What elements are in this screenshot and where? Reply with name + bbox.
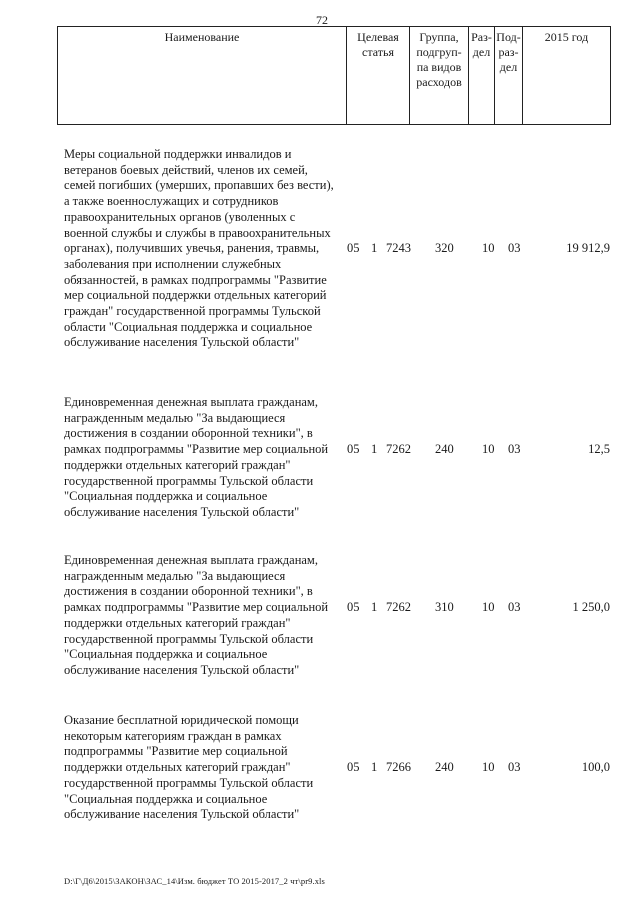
amount-2015: 100,0 [581,760,610,775]
subprogram-code: 1 [371,241,378,256]
row-name-line: рамках подпрограммы "Развитие мер социальной [64,600,329,615]
header-line: Под- [496,30,521,44]
row-name-line: обязанностей, в рамках подпрограммы "Развитие [64,272,327,287]
article-code: 7266 [386,760,411,775]
program-code: 05 [347,442,360,457]
row-name-line: некоторым категориям граждан в рамках [64,728,282,743]
row-name-line: поддержки отдельных категорий граждан" [64,615,291,630]
header-line: дел [499,60,518,74]
subprogram-code: 1 [371,600,378,615]
row-name-line: а также военнослужащих и сотрудников [64,194,279,209]
row-name-line: государственной программы Тульской области [64,775,314,790]
row-name-line: Оказание бесплатной юридической помощи [64,713,299,727]
row-name-line: подпрограммы "Развитие мер социальной [64,744,288,759]
program-code: 05 [347,600,360,615]
row-name-line: обслуживание населения Тульской области" [64,504,300,519]
table-header [57,26,611,125]
subprogram-code: 1 [371,760,378,775]
row-name [64,147,347,351]
row-name-line: "Социальная поддержка и социальное [64,647,268,662]
row-name-line: Единовременная денежная выплата гражданам, [64,553,318,567]
subsection-code: 03 [508,442,521,457]
row-name-line: мер социальной поддержки отдельных категорий [64,288,327,303]
article-code: 7262 [386,442,411,457]
amount-2015: 12,5 [588,442,610,457]
amount-2015: 19 912,9 [566,241,610,256]
subsection-code: 03 [508,760,521,775]
header-line: дел [472,45,491,59]
row-name [64,553,347,679]
subsection-code: 03 [508,241,521,256]
row-name-line: правоохранительных органов (уволенных с [64,209,296,224]
article-code: 7262 [386,600,411,615]
row-name-line: поддержки отдельных категорий граждан" [64,760,291,775]
header-line: подгруп- [416,45,462,59]
section-code: 10 [482,600,495,615]
expense-group-code: 240 [435,760,454,775]
header-section [468,27,494,124]
header-target-article [346,27,409,124]
header-expense-group [409,27,468,124]
subprogram-code: 1 [371,442,378,457]
amount-2015: 1 250,0 [572,600,610,615]
header-line: статья [362,45,394,59]
row-name-line: "Социальная поддержка и социальное [64,489,268,504]
program-code: 05 [347,760,360,775]
row-name-line: области "Социальная поддержка и социальное [64,319,313,334]
expense-group-code: 310 [435,600,454,615]
header-line: Раз- [471,30,492,44]
header-line: раз- [498,45,519,59]
header-line: Группа, [419,30,459,44]
article-code: 7243 [386,241,411,256]
row-name [64,713,347,823]
row-name-line: семей погибших (умерших, пропавших без вести), [64,178,334,193]
row-name-line: органах), получивших увечья, ранения, травмы, [64,241,320,256]
row-name-line: награжденным медалью "За выдающиеся [64,568,286,583]
row-name-line: обслуживание населения Тульской области" [64,807,300,822]
section-code: 10 [482,442,495,457]
header-line: па видов [416,60,462,74]
subsection-code: 03 [508,600,521,615]
program-code: 05 [347,241,360,256]
row-name [64,395,347,521]
section-code: 10 [482,241,495,256]
header-line: расходов [416,75,462,89]
row-name-line: обслуживание населения Тульской области" [64,662,300,677]
row-name-line: "Социальная поддержка и социальное [64,791,268,806]
row-name-line: ветеранов боевых действий, членов их семей, [64,162,308,177]
row-name-line: государственной программы Тульской области [64,473,314,488]
header-name: Наименование [164,30,240,44]
page-number: 72 [316,13,328,27]
row-name-line: военной службы и службы в правоохранительных [64,225,331,240]
row-name-line: награжденным медалью "За выдающиеся [64,410,286,425]
header-year: 2015 год [522,27,610,124]
row-name-line: граждан" государственной программы Тульской [64,304,321,319]
file-path-footer: D:\Г\Д6\2015\ЗАКОН\ЗАС_14\Изм. бюджет ТО 2015-2017_2 чт\pr9.xls [64,876,325,886]
header-line: Целевая [357,30,399,44]
header-subsection [494,27,522,124]
row-name-line: достижения в создании оборонной техники", в [64,584,313,599]
row-name-line: поддержки отдельных категорий граждан" [64,457,291,472]
section-code: 10 [482,760,495,775]
expense-group-code: 320 [435,241,454,256]
expense-group-code: 240 [435,442,454,457]
row-name-line: достижения в создании оборонной техники", в [64,426,313,441]
row-name-line: обслуживание населения Тульской области" [64,335,300,350]
row-name-line: рамках подпрограммы "Развитие мер социальной [64,442,329,457]
row-name-line: заболевания при исполнении служебных [64,256,282,271]
row-name-line: государственной программы Тульской области [64,631,314,646]
row-name-line: Единовременная денежная выплата гражданам, [64,395,318,409]
row-name-line: Меры социальной поддержки инвалидов и [64,147,292,161]
